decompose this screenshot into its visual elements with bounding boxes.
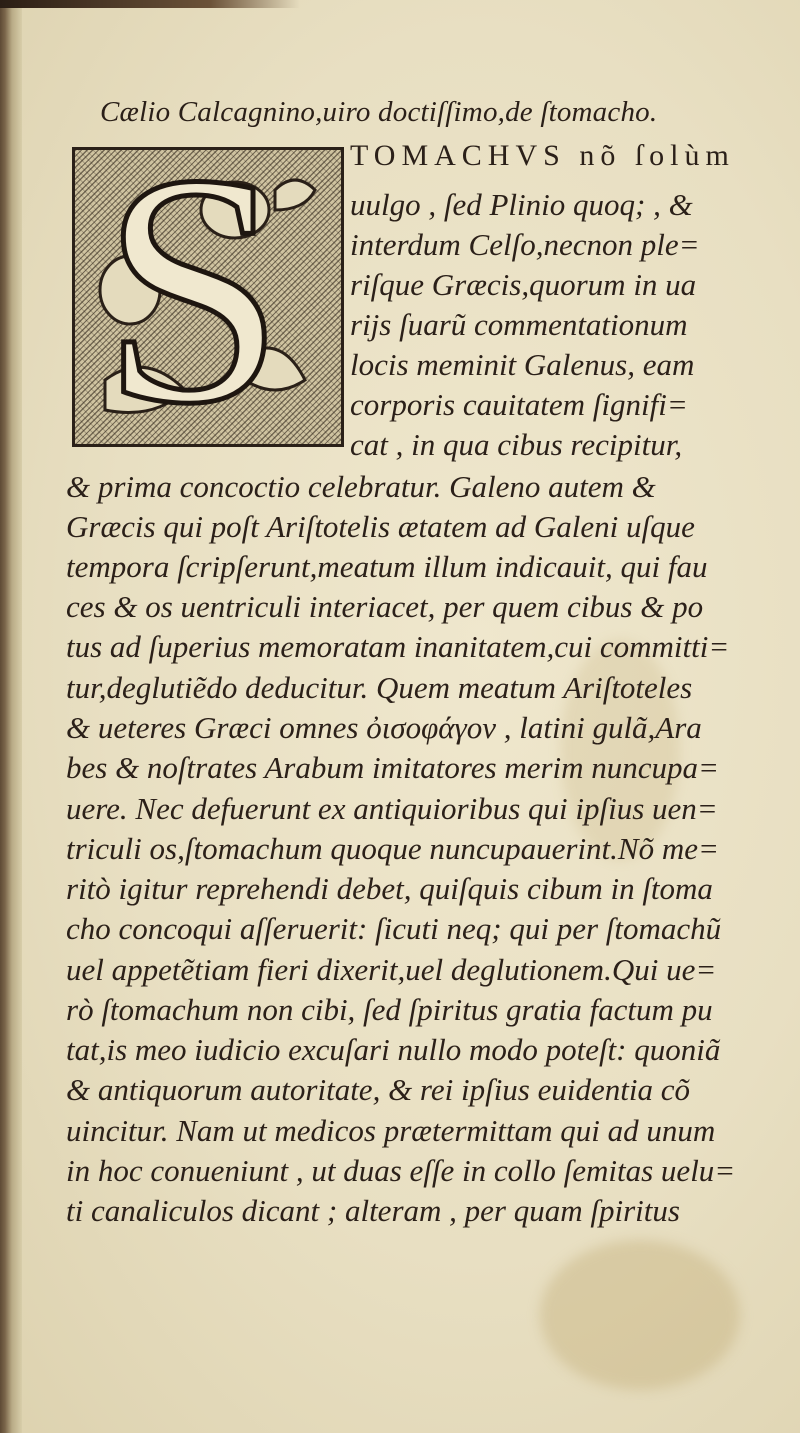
initial-letter-graphic	[75, 150, 341, 444]
initial-letter: S	[101, 150, 285, 444]
text-line: tempora ſcripſerunt,meatum illum indicauit, qui fau	[66, 549, 708, 584]
text-line: Græcis qui poſt Ariſtotelis ætatem ad Galeni uſque	[66, 509, 695, 544]
text-line: uel appetẽtiam fieri dixerit,uel deglutionem.Qui ue=	[66, 952, 717, 987]
page-heading: Cælio Calcagnino,uiro doctiſſimo,de ſtomacho.	[100, 96, 658, 128]
text-line: rijs ſuarũ commentationum	[350, 307, 688, 342]
text-line: riſque Græcis,quorum in ua	[350, 267, 697, 302]
text-line: uulgo , ſed Plinio quoq; , &	[350, 187, 693, 222]
text-line: interdum Celſo,necnon ple=	[350, 227, 700, 262]
text-line: tur,deglutiẽdo deducitur. Quem meatum Ariſtoteles	[66, 670, 693, 705]
text-line: in hoc conueniunt , ut duas eſſe in collo ſemitas uelu=	[66, 1153, 736, 1188]
paper-stain	[540, 1240, 740, 1390]
text-line: tus ad ſuperius memoratam inanitatem,cui committi=	[66, 629, 730, 664]
text-line: ces & os uentriculi interiacet, per quem cibus & po	[66, 589, 704, 624]
text-line: ti canaliculos dicant ; alteram , per quam ſpiritus	[66, 1193, 680, 1228]
text-line: tat,is meo iudicio excuſari nullo modo poteſt: quoniã	[66, 1032, 721, 1067]
text-line: uincitur. Nam ut medicos prætermittam qui ad unum	[66, 1113, 716, 1148]
text-line: cho concoqui aſſeruerit: ſicuti neq; qui per ſtomachũ	[66, 911, 722, 946]
page-top-edge	[0, 0, 300, 8]
text-line: corporis cauitatem ſignifi=	[350, 387, 688, 422]
text-line: & prima concoctio celebratur. Galeno autem &	[66, 469, 656, 504]
text-line: triculi os,ſtomachum quoque nuncupauerint.Nõ me=	[66, 831, 719, 866]
page-gutter	[0, 0, 22, 1433]
text-line: & antiquorum autoritate, & rei ipſius euidentia cõ	[66, 1072, 690, 1107]
text-line: rò ſtomachum non cibi, ſed ſpiritus gratia factum pu	[66, 992, 713, 1027]
decorated-initial-woodcut	[72, 147, 344, 447]
text-line: cat , in qua cibus recipitur,	[350, 427, 683, 462]
text-line: & ueteres Græci omnes ὀισοφάγον , latini gulã,Ara	[66, 710, 702, 745]
text-line: TOMACHVS nõ ſolùm	[350, 139, 735, 172]
text-line: ritò igitur reprehendi debet, quiſquis cibum in ſtoma	[66, 871, 713, 906]
text-line: uere. Nec defuerunt ex antiquioribus qui ipſius uen=	[66, 791, 718, 826]
text-line: bes & noſtrates Arabum imitatores merim nuncupa=	[66, 750, 719, 785]
text-line: locis meminit Galenus, eam	[350, 347, 695, 382]
